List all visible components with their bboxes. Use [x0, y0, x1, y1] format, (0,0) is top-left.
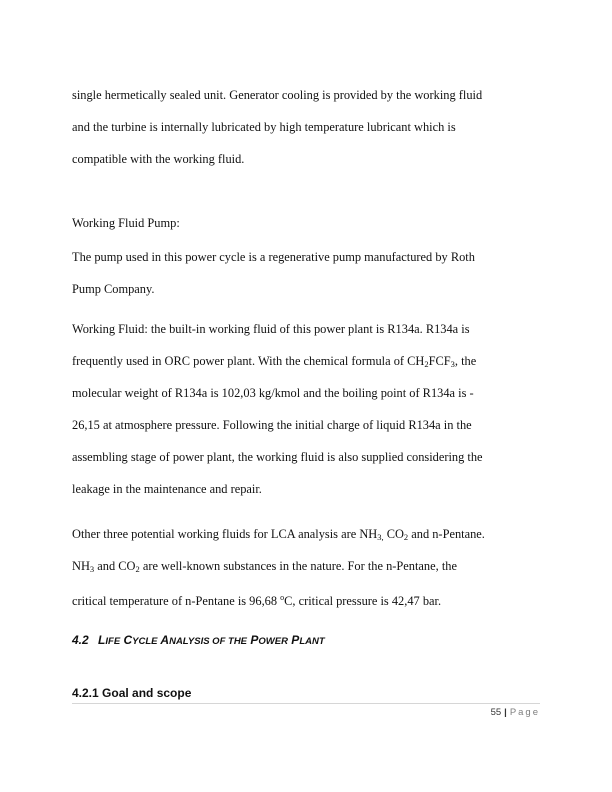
heading-capital: P	[250, 633, 259, 647]
text-line: Pump Company.	[72, 282, 155, 296]
text-line	[72, 526, 485, 558]
heading-capital: P	[291, 633, 300, 647]
page-footer	[491, 707, 540, 718]
text-fragment: critical temperature of n-Pentane is 96,68	[72, 594, 281, 608]
text-fragment: frequently used in ORC power plant. With the chemical formula of CH	[72, 354, 425, 368]
text-line: The pump used in this power cycle is a regenerative pump manufactured by Roth	[72, 250, 475, 264]
subscript: 2	[403, 532, 409, 542]
heading-smallcaps: IFE	[105, 636, 121, 647]
text-fragment: C, critical pressure is 42,47 bar.	[284, 594, 442, 608]
heading-smallcaps: OWER	[258, 636, 288, 647]
heading-capital: A	[160, 633, 170, 647]
heading-smallcaps: NALYSIS OF THE	[169, 636, 248, 647]
section-number: 4.2	[72, 633, 89, 647]
text-fragment: are well-known substances in the nature. For the n-Pentane, the	[139, 559, 457, 573]
text-line: compatible with the working fluid.	[72, 152, 245, 166]
text-line: single hermetically sealed unit. Generator cooling is provided by the working fluid	[72, 88, 483, 102]
subscript: 3	[377, 532, 382, 542]
text-fragment: NH	[72, 559, 90, 573]
text-fragment: FCF	[428, 354, 451, 368]
text-fragment: , the	[454, 354, 477, 368]
heading-capital: C	[123, 633, 133, 647]
footer-rule	[72, 703, 540, 704]
subscript: 2	[424, 359, 429, 369]
text-line: Working Fluid: the built-in working fluid of this power plant is R134a. R134a is	[72, 322, 470, 336]
subscript: 2	[135, 564, 140, 574]
paragraph-other-fluids	[72, 526, 485, 622]
paragraph-working-fluid	[72, 321, 483, 513]
superscript: o	[280, 593, 285, 602]
subscript: 3	[450, 359, 455, 369]
text-line: assembling stage of power plant, the working fluid is also supplied considering the	[72, 450, 483, 464]
text-fragment: and CO	[94, 559, 136, 573]
text-line: 26,15 at atmosphere pressure. Following the initial charge of liquid R134a in the	[72, 418, 472, 432]
text-fragment: Other three potential working fluids for LCA analysis are NH	[72, 527, 378, 541]
section-heading-4-2-1: 4.2.1 Goal and scope	[72, 686, 192, 700]
paragraph-pump	[72, 249, 475, 313]
heading-capital: L	[98, 633, 106, 647]
text-line: and the turbine is internally lubricated by high temperature lubricant which is	[72, 120, 456, 134]
subscript: 3	[89, 564, 95, 574]
paragraph-turbine-cooling	[72, 87, 544, 183]
heading-smallcaps: LANT	[299, 636, 325, 647]
text-line	[72, 353, 483, 385]
pump-heading: Working Fluid Pump:	[72, 216, 180, 230]
text-fragment: CO	[383, 527, 404, 541]
page-number: 55	[490, 707, 502, 718]
subscript: ,	[381, 532, 384, 542]
text-line: molecular weight of R134a is 102,03 kg/kmol and the boiling point of R134a is -	[72, 386, 474, 400]
footer-separator: |	[504, 707, 507, 718]
section-heading-4-2	[72, 633, 325, 647]
text-line	[72, 590, 485, 622]
heading-smallcaps: YCLE	[132, 636, 158, 647]
text-line	[72, 558, 485, 590]
text-fragment: and n-Pentane.	[408, 527, 485, 541]
page-label: Page	[509, 707, 540, 718]
text-line: leakage in the maintenance and repair.	[72, 482, 262, 496]
